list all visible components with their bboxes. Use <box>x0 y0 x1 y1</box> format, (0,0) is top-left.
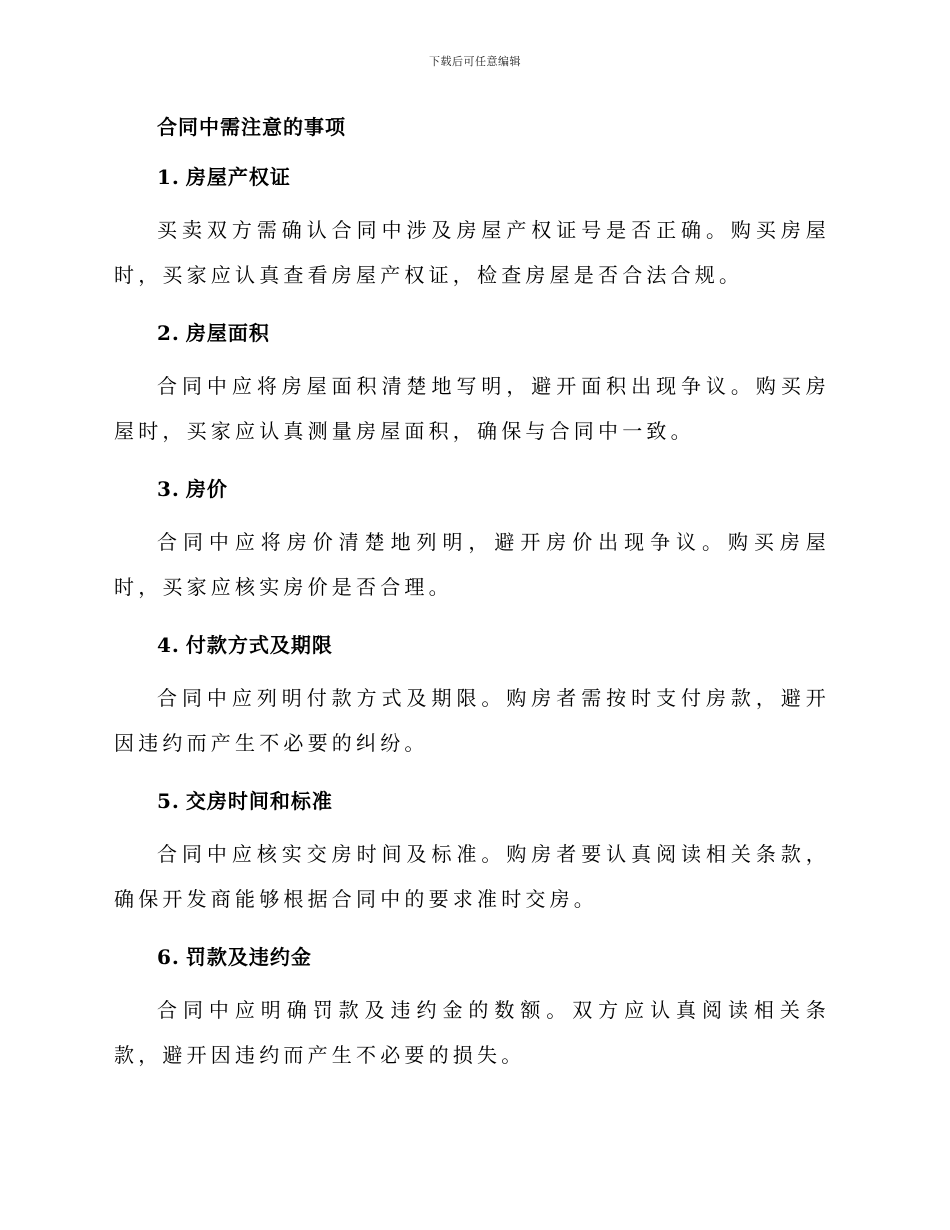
section-heading <box>157 942 830 972</box>
document-content <box>114 112 830 1078</box>
section-number: 1. <box>157 165 180 189</box>
section-body: 合同中应核实交房时间及标准。购房者要认真阅读相关条款，确保开发商能够根据合同中的要求准时交房。 <box>114 842 830 911</box>
section-penalties <box>114 942 830 1078</box>
section-body: 合同中应列明付款方式及期限。购房者需按时支付房款，避开因违约而产生不必要的纠纷。 <box>114 686 830 755</box>
section-heading <box>157 162 830 192</box>
section-heading <box>157 786 830 816</box>
section-body: 合同中应将房价清楚地列明，避开房价出现争议。购买房屋时，买家应核实房价是否合理。 <box>114 530 830 599</box>
section-house-price <box>114 474 830 610</box>
section-number: 3. <box>157 477 180 501</box>
page-header-note: 下载后可任意编辑 <box>429 55 521 68</box>
section-house-area <box>114 318 830 454</box>
section-heading <box>157 630 830 660</box>
section-heading-text: 付款方式及期限 <box>185 633 333 657</box>
section-number: 4. <box>157 633 180 657</box>
section-number: 6. <box>157 945 180 969</box>
document-title: 合同中需注意的事项 <box>157 115 346 139</box>
section-body: 合同中应明确罚款及违约金的数额。双方应认真阅读相关条款，避开因违约而产生不必要的损失。 <box>114 998 830 1067</box>
section-body: 买卖双方需确认合同中涉及房屋产权证号是否正确。购买房屋时，买家应认真查看房屋产权证，检查房屋是否合法合规。 <box>114 218 830 287</box>
section-heading-text: 交房时间和标准 <box>185 789 333 813</box>
section-heading-text: 房屋产权证 <box>185 165 291 189</box>
section-heading <box>157 474 830 504</box>
section-handover <box>114 786 830 922</box>
section-heading-text: 房价 <box>185 477 228 501</box>
section-payment-terms <box>114 630 830 766</box>
section-number: 5. <box>157 789 180 813</box>
section-number: 2. <box>157 321 180 345</box>
section-heading-text: 罚款及违约金 <box>185 945 312 969</box>
section-heading <box>157 318 830 348</box>
section-heading-text: 房屋面积 <box>185 321 270 345</box>
section-body: 合同中应将房屋面积清楚地写明，避开面积出现争议。购买房屋时，买家应认真测量房屋面积，确保与合同中一致。 <box>114 374 830 443</box>
section-property-certificate <box>114 162 830 298</box>
